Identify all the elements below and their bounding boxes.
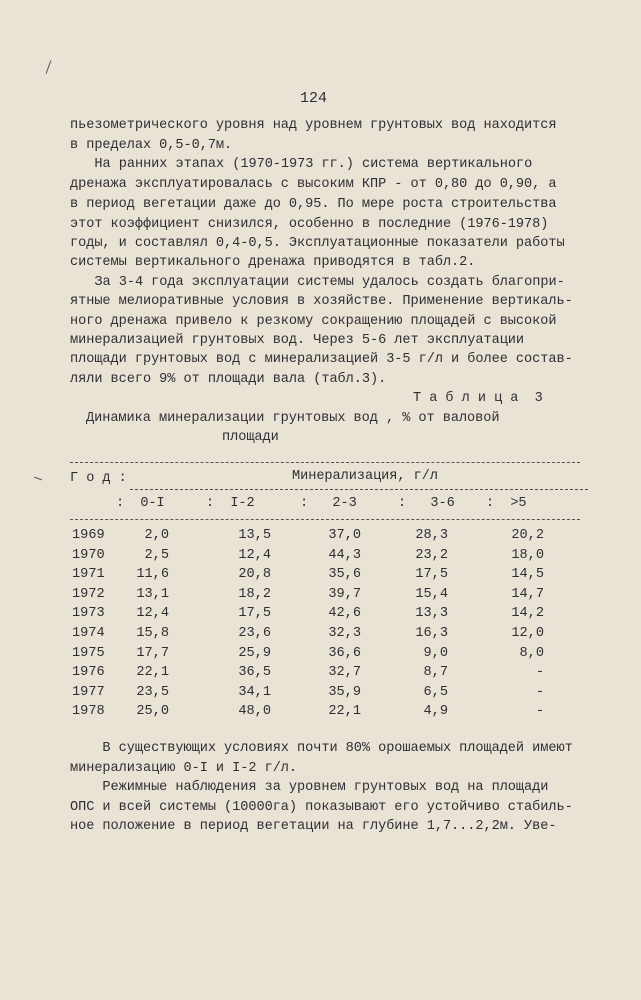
text-line: минерализацией грунтовых вод. Через 5-6 лет эксплуатации bbox=[70, 333, 525, 348]
text-line: За 3-4 года эксплуатации системы удалось создать благопри- bbox=[62, 275, 565, 290]
table-cell: 42,6 bbox=[328, 606, 361, 622]
scan-speck bbox=[46, 60, 52, 73]
table-cell: 13,3 bbox=[415, 606, 448, 622]
subheader: : I-2 bbox=[206, 496, 255, 511]
table-cell-year: 1977 bbox=[72, 684, 105, 700]
table-cell: 12,0 bbox=[511, 626, 544, 641]
table-cell-year: 1972 bbox=[72, 586, 105, 602]
text-line: в период вегетации даже до 0,95. По мере роста строительства bbox=[70, 197, 557, 212]
table-cell: 39,7 bbox=[328, 586, 361, 602]
table-cell: 2,0 bbox=[144, 528, 169, 543]
table-cell: 32,3 bbox=[328, 626, 361, 641]
table-cell: 22,1 bbox=[136, 665, 169, 681]
table-cell: 8,0 bbox=[519, 645, 544, 661]
table-cell-year: 1973 bbox=[72, 606, 105, 622]
table-cell: 17,5 bbox=[415, 567, 448, 583]
text-line: На ранних этапах (1970-1973 гг.) система вертикального bbox=[62, 157, 533, 172]
table-rule-mid bbox=[130, 489, 588, 490]
text-line: системы вертикального дренажа приводятся в табл.2. bbox=[70, 255, 476, 270]
text-line: минерализацию 0-I и I-2 г/л. bbox=[70, 761, 298, 776]
table-cell: 36,5 bbox=[238, 665, 271, 681]
text-line: ляли всего 9% от площади вала (табл.3). bbox=[70, 372, 387, 387]
text-line: годы, и составлял 0,4-0,5. Эксплуатационные показатели работы bbox=[70, 236, 565, 251]
table-cell: - bbox=[535, 684, 544, 700]
table-cell: 6,5 bbox=[423, 684, 448, 700]
table-cell: 23,6 bbox=[238, 626, 271, 641]
table-cell-year: 1969 bbox=[72, 528, 105, 543]
table-cell: 13,1 bbox=[136, 586, 169, 602]
table-cell-year: 1976 bbox=[72, 665, 105, 681]
table-cell: 37,0 bbox=[328, 528, 361, 543]
table-cell: 23,5 bbox=[136, 684, 169, 700]
table-cell: 22,1 bbox=[328, 704, 361, 720]
table-cell: 20,2 bbox=[511, 528, 544, 543]
table-cell: 12,4 bbox=[238, 547, 271, 563]
text-line: ного дренажа привело к резкому сокращению площадей с высокой bbox=[70, 314, 557, 329]
table-cell: 14,7 bbox=[511, 586, 544, 602]
table-cell-year: 1974 bbox=[72, 626, 105, 641]
table-cell: 23,2 bbox=[415, 547, 448, 563]
table-cell: 14,2 bbox=[511, 606, 544, 622]
table-title: Динамика минерализации грунтовых вод , % от валовой bbox=[86, 411, 500, 426]
subheader: : 2-3 bbox=[300, 496, 357, 511]
table-cell: - bbox=[535, 704, 544, 720]
subheader: : >5 bbox=[486, 496, 527, 511]
table-cell: 17,5 bbox=[238, 606, 271, 622]
table-cell: 20,8 bbox=[238, 567, 271, 583]
scan-speck bbox=[34, 477, 42, 481]
table-cell: 9,0 bbox=[423, 645, 448, 661]
table-cell: 32,7 bbox=[328, 665, 361, 681]
table-cell: 13,5 bbox=[238, 528, 271, 543]
table-cell-year: 1978 bbox=[72, 704, 105, 720]
text-line: Режимные наблюдения за уровнем грунтовых вод на площади bbox=[70, 780, 549, 795]
text-line: ятные мелиоративные условия в хозяйстве. Применение вертикаль- bbox=[70, 294, 573, 309]
table-cell-year: 1970 bbox=[72, 547, 105, 563]
text-line: этот коэффициент снизился, особенно в последние (1976-1978) bbox=[70, 217, 549, 232]
table-cell: 35,9 bbox=[328, 684, 361, 700]
subheader: : 0-I bbox=[116, 496, 165, 511]
table-cell: 14,5 bbox=[511, 567, 544, 583]
header-mineralization: Минерализация, г/л bbox=[292, 469, 438, 484]
table-cell: 15,8 bbox=[136, 626, 169, 641]
text-line: дренажа эксплуатировалась с высоким КПР - от 0,80 до 0,90, а bbox=[70, 177, 557, 192]
table-cell: 16,3 bbox=[415, 626, 448, 641]
table-cell: - bbox=[535, 665, 544, 681]
text-line: ОПС и всей системы (10000га) показывают его устойчиво стабиль- bbox=[70, 800, 573, 815]
text-line: площади грунтовых вод с минерализацией 3-5 г/л и более состав- bbox=[70, 352, 573, 367]
table-cell: 36,6 bbox=[328, 645, 361, 661]
page-number: 124 bbox=[300, 90, 328, 107]
table-cell: 17,7 bbox=[136, 645, 169, 661]
text-line: ное положение в период вегетации на глубине 1,7...2,2м. Уве- bbox=[70, 819, 557, 834]
text-line: пьезометрического уровня над уровнем грунтовых вод находится bbox=[70, 118, 557, 133]
table-cell: 8,7 bbox=[423, 665, 448, 681]
table-cell: 25,9 bbox=[238, 645, 271, 661]
table-cell: 48,0 bbox=[238, 704, 271, 720]
table-cell: 15,4 bbox=[415, 586, 448, 602]
table-cell: 2,5 bbox=[144, 547, 169, 563]
table-cell-year: 1971 bbox=[72, 567, 105, 583]
table-cell: 18,2 bbox=[238, 586, 271, 602]
table-cell: 11,6 bbox=[136, 567, 169, 583]
table-cell: 18,0 bbox=[511, 547, 544, 563]
table-cell: 12,4 bbox=[136, 606, 169, 622]
subheader: : 3-6 bbox=[398, 496, 455, 511]
table-cell: 35,6 bbox=[328, 567, 361, 583]
table-cell: 4,9 bbox=[423, 704, 448, 720]
table-title-cont: площади bbox=[222, 430, 279, 445]
table-cell: 44,3 bbox=[328, 547, 361, 563]
text-line: в пределах 0,5-0,7м. bbox=[70, 138, 233, 153]
table-rule-top bbox=[70, 462, 580, 463]
table-cell: 25,0 bbox=[136, 704, 169, 720]
table-rule-header bbox=[70, 519, 580, 520]
table-cell: 34,1 bbox=[238, 684, 271, 700]
text-line: В существующих условиях почти 80% орошаемых площадей имеют bbox=[70, 741, 573, 756]
table-label: Т а б л и ц а 3 bbox=[413, 391, 543, 406]
header-year: Г о д : bbox=[70, 471, 127, 486]
table-cell-year: 1975 bbox=[72, 645, 105, 661]
table-cell: 28,3 bbox=[415, 528, 448, 543]
